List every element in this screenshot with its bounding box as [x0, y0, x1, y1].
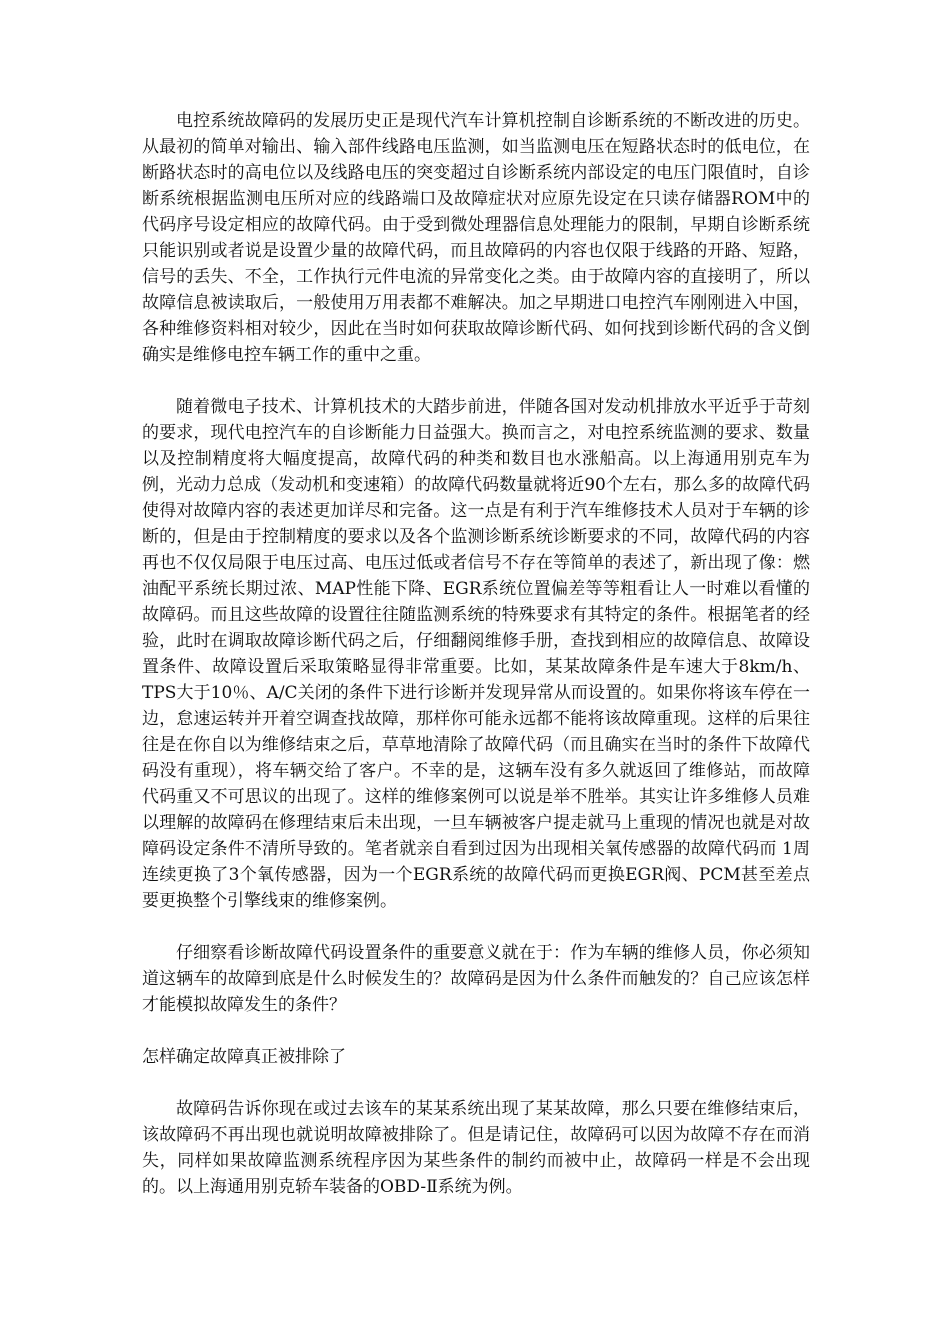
paragraph-gap: [142, 368, 810, 394]
paragraph-setting-conditions: 仔细察看诊断故障代码设置条件的重要意义就在于：作为车辆的维修人员，你必须知道这辆车的故障到底是什么时候发生的？故障码是因为什么条件而触发的？自己应该怎样才能模拟故障发生的条件？: [142, 943, 810, 1015]
paragraph-diagnostic-history: 电控系统故障码的发展历史正是现代汽车计算机控制自诊断系统的不断改进的历史。从最初的简单对输出、输入部件线路电压监测，如当监测电压在短路状态时的低电位，在断路状态时的高电位以及线路电压的突变超过自诊断系统内部设定的电压门限值时，自诊断系统根据监测电压所对应的线路端口及故障症状对应原先设定在只读存储器ROM中的代码序号设定相应的故障代码。由于受到微处理器信息处理能力的限制，早期自诊断系统只能识别或者说是设置少量的故障代码，而且故障码的内容也仅限于线路的开路、短路，信号的丢失、不全，工作执行元件电流的异常变化之类。由于故障内容的直接明了，所以故障信息被读取后，一般使用万用表都不难解决。加之早期进口电控汽车刚刚进入中国，各种维修资料相对较少，因此在当时如何获取故障诊断代码、如何找到诊断代码的含义倒确实是维修电控车辆工作的重中之重。: [142, 111, 810, 365]
section-heading: 怎样确定故障真正被排除了: [142, 1047, 346, 1067]
paragraph-fault-cleared: 故障码告诉你现在或过去该车的某某系统出现了某某故障，那么只要在维修结束后，该故障码不再出现也就说明故障被排除了。但是请记住，故障码可以因为故障不存在而消失，同样如果故障监测系统程序因为某些条件的制约而被中止，故障码一样是不会出现的。以上海通用别克轿车装备的OBD-Ⅱ系统为例。: [142, 1099, 810, 1197]
paragraph-gap: [142, 914, 810, 940]
document-page: [142, 108, 810, 1200]
paragraph-gap: [142, 1070, 810, 1096]
paragraph-modern-diagnostics: 随着微电子技术、计算机技术的大踏步前进，伴随各国对发动机排放水平近乎于苛刻的要求，现代电控汽车的自诊断能力日益强大。换而言之，对电控系统监测的要求、数量以及控制精度将大幅度提高，故障代码的种类和数目也水涨船高。以上海通用别克车为例，光动力总成（发动机和变速箱）的故障代码数量就将近90个左右，那么多的故障代码使得对故障内容的表述更加详尽和完备。这一点是有利于汽车维修技术人员对于车辆的诊断的，但是由于控制精度的要求以及各个监测诊断系统诊断要求的不同，故障代码的内容再也不仅仅局限于电压过高、电压过低或者信号不存在等简单的表述了，新出现了像：燃油配平系统长期过浓、MAP性能下降、EGR系统位置偏差等等粗看让人一时难以看懂的故障码。而且这些故障的设置往往随监测系统的特殊要求有其特定的条件。根据笔者的经验，此时在调取故障诊断代码之后，仔细翻阅维修手册，查找到相应的故障信息、故障设置条件、故障设置后采取策略显得非常重要。比如，某某故障条件是车速大于8km/h、TPS大于10％、A/C关闭的条件下进行诊断并发现异常从而设置的。如果你将该车停在一边，怠速运转并开着空调查找故障，那样你可能永远都不能将该故障重现。这样的后果往往是在你自以为维修结束之后，草草地清除了故障代码（而且确实在当时的条件下故障代码没有重现），将车辆交给了客户。不幸的是，这辆车没有多久就返回了维修站，而故障代码重又不可思议的出现了。这样的维修案例可以说是举不胜举。其实让许多维修人员难以理解的故障码在修理结束后未出现，一旦车辆被客户提走就马上重现的情况也就是对故障码设定条件不清所导致的。笔者就亲自看到过因为出现相关氧传感器的故障代码而 1周连续更换了3个氧传感器，因为一个EGR系统的故障代码而更换EGR阀、PCM甚至差点要更换整个引擎线束的维修案例。: [142, 397, 810, 911]
paragraph-gap: [142, 1018, 810, 1044]
